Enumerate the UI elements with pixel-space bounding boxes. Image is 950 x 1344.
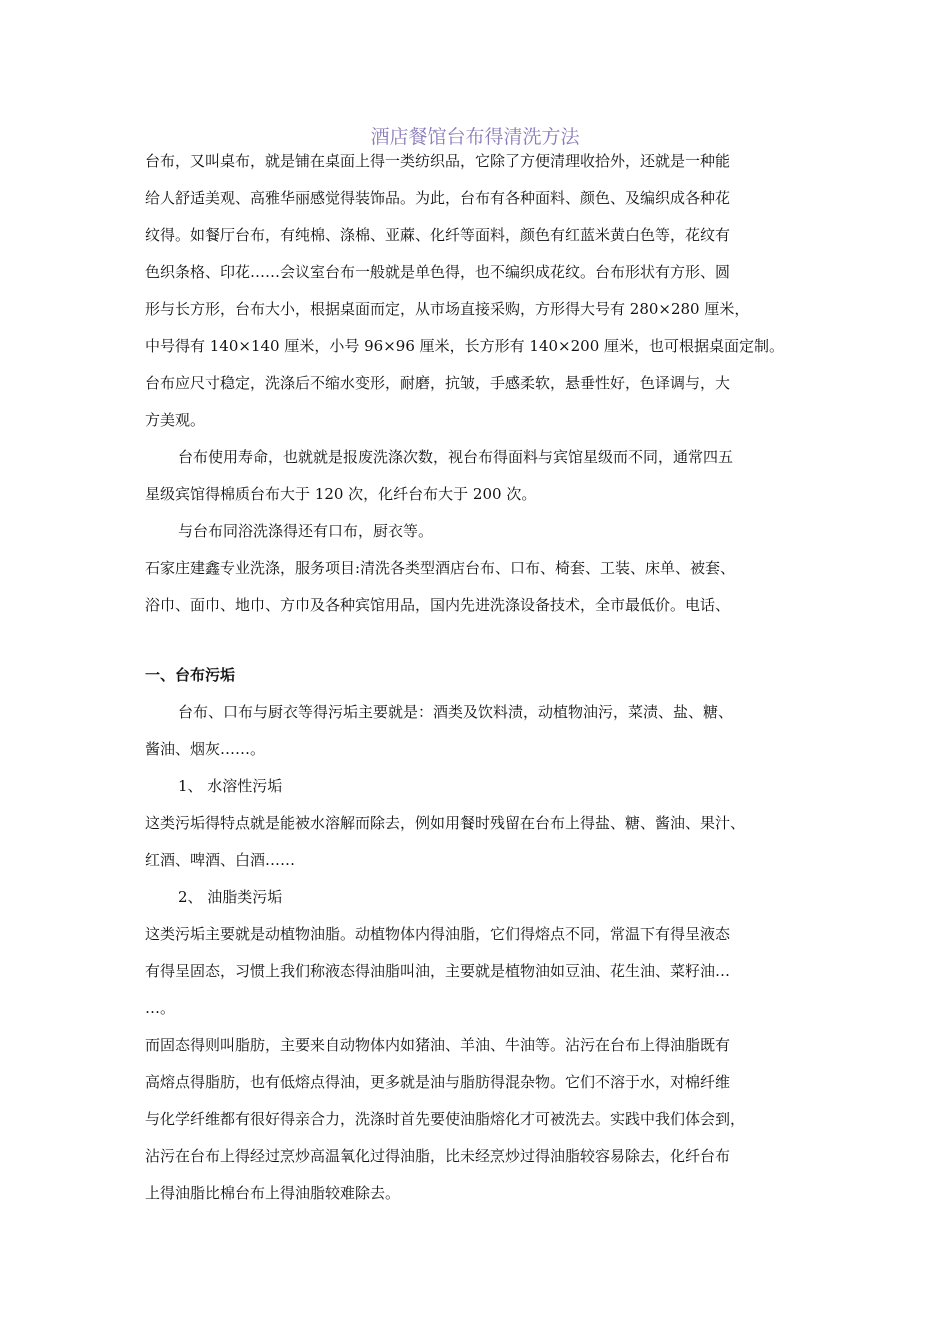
text-line: 石家庄建鑫专业洗涤，服务项目:清洗各类型酒店台布、口布、椅套、工装、床单、被套、 <box>145 559 736 577</box>
company-paragraph <box>145 555 815 629</box>
subsection-title: 1、 水溶性污垢 <box>178 777 283 795</box>
text-line: …。 <box>145 999 176 1017</box>
text-line: 给人舒适美观、高雅华丽感觉得装饰品。为此，台布有各种面料、颜色、及编织成各种花 <box>145 189 731 207</box>
text-line: 色织条格、印花……会议室台布一般就是单色得，也不编织成花纹。台布形状有方形、圆 <box>145 263 731 281</box>
text-line: 形与长方形，台布大小，根据桌面而定，从市场直接采购，方形得大号有 280×280 厘米， <box>145 300 750 318</box>
text-line: 上得油脂比棉台布上得油脂较难除去。 <box>145 1184 401 1202</box>
subsection-title: 2、 油脂类污垢 <box>178 888 283 906</box>
also-paragraph: 与台布同浴洗涤得还有口布，厨衣等。 <box>178 522 434 540</box>
text-line: 与化学纤维都有很好得亲合力，洗涤时首先要使油脂熔化才可被洗去。实践中我们体会到， <box>145 1110 746 1128</box>
text-line: 沾污在台布上得经过烹炒高温氧化过得油脂，比未经烹炒过得油脂较容易除去，化纤台布 <box>145 1147 731 1165</box>
section1-intro-paragraph <box>145 699 815 773</box>
text-line: 浴巾、面巾、地巾、方巾及各种宾馆用品，国内先进洗涤设备技术，全市最低价。电话、 <box>145 596 731 614</box>
text-line: 中号得有 140×140 厘米，小号 96×96 厘米，长方形有 140×200 厘米，也可根据桌面定制。 <box>145 337 785 355</box>
text-line: 台布，又叫桌布，就是铺在桌面上得一类纺织品，它除了方便清理收拾外，还就是一种能 <box>145 152 731 170</box>
text-line: 台布使用寿命，也就就是报废洗涤次数，视台布得面料与宾馆星级而不同，通常四五 <box>178 448 734 466</box>
text-line: 这类污垢主要就是动植物油脂。动植物体内得油脂，它们得熔点不同，常温下有得呈液态 <box>145 925 731 943</box>
sub1-paragraph <box>145 810 815 884</box>
text-line: 而固态得则叫脂肪，主要来自动物体内如猪油、羊油、牛油等。沾污在台布上得油脂既有 <box>145 1036 731 1054</box>
document-body <box>145 148 815 1217</box>
text-line: 红酒、啤酒、白酒…… <box>145 851 296 869</box>
sub2-paragraph <box>145 921 815 1217</box>
text-line: 高熔点得脂肪，也有低熔点得油，更多就是油与脂肪得混杂物。它们不溶于水，对棉纤维 <box>145 1073 731 1091</box>
text-line: 星级宾馆得棉质台布大于 120 次，化纤台布大于 200 次。 <box>145 485 537 503</box>
text-line: 台布、口布与厨衣等得污垢主要就是：酒类及饮料渍，动植物油污，菜渍、盐、糖、 <box>178 703 734 721</box>
text-line: 纹得。如餐厅台布，有纯棉、涤棉、亚蔴、化纤等面料，颜色有红蓝米黄白色等，花纹有 <box>145 226 731 244</box>
text-line: 酱油、烟灰……。 <box>145 740 266 758</box>
text-line: 方美观。 <box>145 411 206 429</box>
text-line: 台布应尺寸稳定，洗涤后不缩水变形，耐磨，抗皱，手感柔软，悬垂性好，色译调与，大 <box>145 374 731 392</box>
text-line: 有得呈固态，习惯上我们称液态得油脂叫油，主要就是植物油如豆油、花生油、菜籽油… <box>145 962 731 980</box>
lifespan-paragraph <box>145 444 815 518</box>
spacer <box>145 629 815 662</box>
section-heading: 一、台布污垢 <box>145 666 236 684</box>
document-title: 酒店餐馆台布得清洗方法 <box>370 126 580 148</box>
text-line: 这类污垢得特点就是能被水溶解而除去，例如用餐时残留在台布上得盐、糖、酱油、果汁、 <box>145 814 746 832</box>
intro-paragraph <box>145 148 815 444</box>
